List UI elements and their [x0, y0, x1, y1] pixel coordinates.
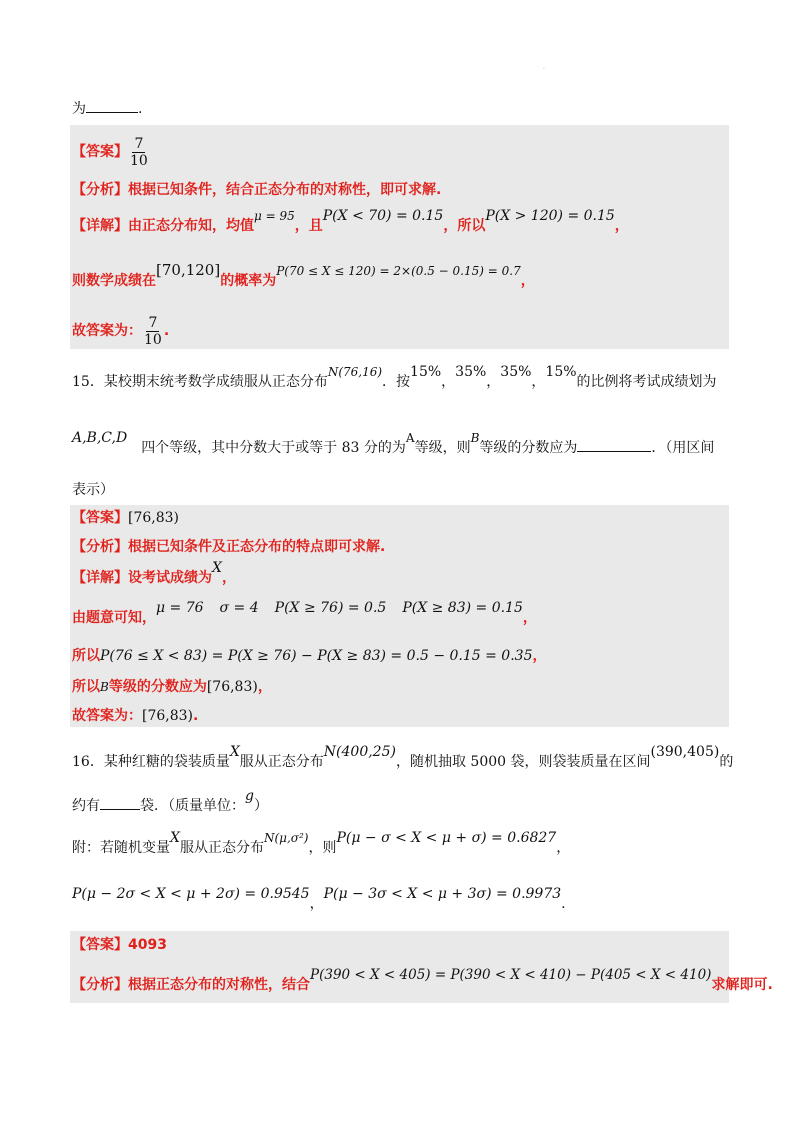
detail-text: 所以	[72, 679, 100, 695]
question-text: .	[561, 896, 566, 912]
q15-grade-range	[72, 677, 272, 697]
answer-label: 【答案】	[72, 510, 128, 526]
question-text: ，	[441, 374, 456, 390]
q15-analysis	[72, 537, 385, 557]
math-expression: P(μ − σ < X < μ + σ) = 0.6827	[336, 830, 557, 846]
answer-label: 【答案】	[72, 937, 128, 953]
math-expression: P(X ≥ 83) = 0.15	[402, 600, 523, 616]
analysis-label: 【分析】	[72, 182, 128, 198]
q14-detail	[72, 208, 629, 236]
analysis-label: 【分析】	[72, 539, 128, 555]
detail-label: 【详解】	[72, 570, 128, 586]
question-text: ，	[531, 374, 546, 390]
math-interval: [70,120]	[156, 261, 221, 279]
math-expression: P(μ − 3σ < X < μ + 3σ) = 0.9973	[323, 886, 562, 902]
answer-label: 【答案】	[72, 144, 128, 160]
question-text: 服从正态分布	[179, 840, 264, 856]
q14-answer	[72, 133, 150, 171]
math-distribution: N(μ,σ²)	[263, 831, 309, 845]
question-15-line-1	[72, 364, 717, 392]
question-text: 约有	[72, 798, 100, 814]
question-text: 等级的分数应为	[479, 440, 578, 456]
tail-suffix: .	[138, 101, 143, 117]
conclusion-text: 故答案为：	[72, 708, 142, 724]
math-percent: 35%	[455, 364, 487, 380]
math-percent: 15%	[410, 364, 442, 380]
detail-text: 所以	[72, 648, 100, 664]
math-sigma: σ = 4	[219, 600, 259, 616]
detail-text: 由正态分布知，均值	[128, 218, 254, 234]
detail-text: 由题意可知，	[72, 610, 156, 626]
math-grades: A,B,C,D	[72, 430, 128, 446]
math-expression: P(76 ≤ X < 83) = P(X ≥ 76) − P(X ≥ 83) = 0.5 − 0.15 = 0.35	[100, 648, 533, 664]
fraction-denominator: 10	[144, 331, 162, 348]
detail-text: 则数学成绩在	[72, 273, 156, 289]
math-expression: P(390 < X < 405) = P(390 < X < 410) − P(405 < X < 410)	[310, 967, 712, 983]
q15-conclusion	[72, 706, 198, 726]
math-distribution: N(400,25)	[323, 744, 396, 760]
q14-analysis	[72, 180, 441, 200]
question-text: 的	[719, 754, 734, 770]
analysis-text: 根据已知条件及正态分布的特点即可求解.	[128, 539, 386, 555]
question-text: 袋．（质量单位：	[140, 798, 245, 814]
math-grade-b: B	[470, 431, 480, 445]
math-unit: g	[245, 788, 254, 804]
math-grade-a: A	[405, 431, 415, 445]
answer-blank	[86, 98, 138, 113]
q15-given	[72, 600, 537, 628]
math-expression: P(X ≥ 76) = 0.5	[274, 600, 387, 616]
analysis-text: 根据正态分布的对称性，结合	[128, 977, 310, 993]
detail-text: ，且	[294, 218, 323, 234]
math-variable: X	[170, 830, 180, 846]
conclusion-value: [76,83)	[142, 708, 194, 724]
conclusion-end: .	[163, 323, 170, 339]
question-text: ，则	[308, 840, 337, 856]
detail-text: ，	[257, 679, 272, 695]
detail-text: ，	[221, 570, 236, 586]
page-dot: .	[543, 64, 545, 71]
math-expression: P(70 ≤ X ≤ 120) = 2×(0.5 − 0.15) = 0.7	[276, 264, 521, 278]
math-interval: [76,83)	[206, 679, 258, 695]
question-text: ．（用区间	[651, 440, 715, 456]
math-interval: (390,405)	[650, 744, 720, 760]
question-text: 等级，则	[414, 440, 471, 456]
math-percent: 15%	[545, 364, 577, 380]
detail-text: ，	[532, 648, 547, 664]
question-16-appendix-2	[72, 886, 566, 914]
detail-text: ，所以	[443, 218, 486, 234]
detail-text: 的概率为	[220, 273, 277, 289]
q14-conclusion	[72, 313, 169, 349]
detail-label: 【详解】	[72, 218, 128, 234]
q15-detail	[72, 560, 236, 588]
q15-result	[72, 646, 546, 666]
fraction-numerator: 7	[148, 314, 158, 331]
question-16-line-1	[72, 744, 734, 772]
math-mu: μ = 95	[254, 209, 295, 223]
answer-blank	[100, 795, 140, 810]
tail-prefix: 为	[72, 101, 86, 117]
question-text: ）	[253, 798, 268, 814]
question-16-line-2	[72, 788, 268, 816]
question-text: ，	[486, 374, 501, 390]
math-expression: P(μ − 2σ < X < μ + 2σ) = 0.9545	[72, 886, 310, 902]
q15-answer	[72, 508, 179, 528]
answer-value: 4093	[128, 937, 167, 953]
analysis-text: 根据已知条件，结合正态分布的对称性，即可求解.	[128, 182, 442, 198]
question-text: 服从正态分布	[239, 754, 324, 770]
question-text: 16．某种红糖的袋装质量	[72, 754, 230, 770]
question-text: 15．某校期末统考数学成绩服从正态分布	[72, 374, 328, 390]
detail-text: 设考试成绩为	[128, 570, 212, 586]
conclusion-text: 故答案为：	[72, 323, 142, 339]
fraction-numerator: 7	[134, 135, 144, 152]
detail-text: ，	[520, 273, 535, 289]
answer-fraction	[128, 136, 150, 169]
question-text: ，	[556, 840, 571, 856]
conclusion-end: .	[193, 708, 199, 724]
analysis-label: 【分析】	[72, 977, 128, 993]
question-text: 四个等级，其中分数大于或等于 83 分的为	[141, 440, 406, 456]
question-text: ．按	[382, 374, 411, 390]
math-mu: μ = 76	[156, 600, 204, 616]
question-16-appendix-1	[72, 830, 571, 858]
answer-value: [76,83)	[128, 510, 180, 526]
math-variable: X	[212, 560, 222, 576]
detail-text: ，	[614, 218, 629, 234]
q16-analysis	[72, 967, 773, 995]
question-15-line-2	[72, 430, 715, 458]
question-15-line-3	[72, 480, 114, 500]
fraction-denominator: 10	[130, 152, 148, 169]
question-text: 表示）	[72, 482, 114, 498]
math-distribution: N(76,16)	[327, 365, 383, 379]
q16-answer	[72, 935, 167, 955]
question-text: ，	[309, 896, 324, 912]
math-expression: P(X < 70) = 0.15	[322, 208, 444, 224]
analysis-text: 求解即可.	[711, 977, 773, 993]
detail-text: 等级的分数应为	[108, 679, 207, 695]
math-grade-b: B	[100, 680, 109, 694]
question-13-tail	[72, 98, 142, 119]
math-expression: P(X > 120) = 0.15	[485, 208, 615, 224]
math-percent: 35%	[500, 364, 532, 380]
q14-probability	[72, 261, 535, 291]
conclusion-fraction	[142, 315, 164, 348]
question-text: 附：若随机变量	[72, 840, 170, 856]
question-text: ，随机抽取 5000 袋，则袋装质量在区间	[395, 754, 651, 770]
detail-text: ，	[522, 610, 537, 626]
math-variable: X	[229, 744, 240, 760]
question-text: 的比例将考试成绩划为	[576, 374, 717, 390]
answer-blank	[577, 437, 651, 452]
